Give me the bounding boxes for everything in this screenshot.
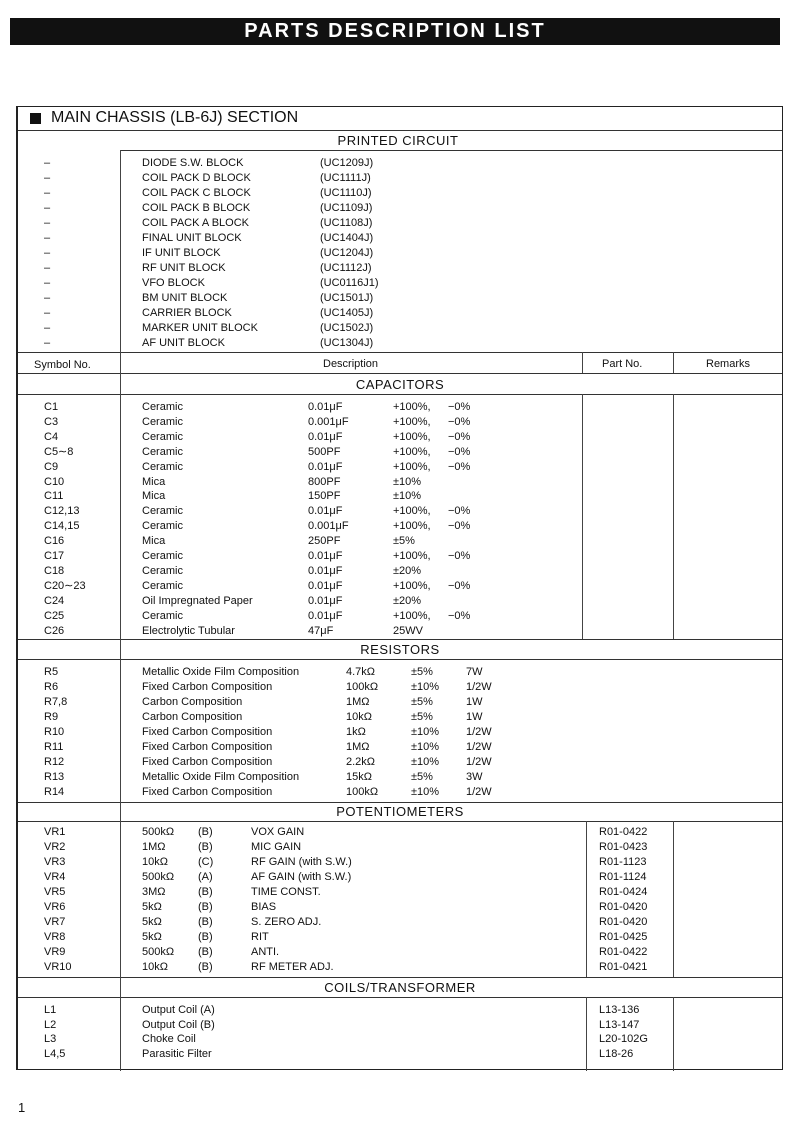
symbol-cell: – [44,292,51,304]
symbol-cell: C12,13 [44,505,80,518]
tolerance-cell: ±5% [411,711,433,723]
value-cell: 500kΩ [142,871,175,883]
column-divider [586,997,587,1071]
part-number-cell: R01-0424 [599,886,648,898]
tolerance-cell: +100%, [393,401,431,413]
symbol-cell: VR4 [44,871,66,883]
type-cell: Ceramic [142,505,183,518]
tolerance-cell: +100%, [393,430,431,443]
symbol-cell: C9 [44,460,59,473]
description-cell: COIL PACK C BLOCK [142,187,251,199]
symbol-cell: VR3 [44,856,66,868]
symbol-cell: – [44,307,51,319]
type-cell: Fixed Carbon Composition [142,681,273,693]
divider [18,639,782,640]
type-cell: Ceramic [142,550,183,562]
symbol-column-header: Symbol No. [34,359,91,371]
symbol-cell: VR2 [44,841,66,853]
block-code-cell: (UC1204J) [320,247,374,259]
tolerance-cell: −0% [448,445,471,458]
banner-title: PARTS DESCRIPTION LIST [10,18,780,45]
description-cell: Output Coil (B) [142,1018,215,1031]
symbol-cell: – [44,172,51,184]
type-cell: Ceramic [142,401,183,413]
symbol-cell: VR7 [44,916,66,928]
square-bullet-icon [30,113,41,124]
type-cell: Electrolytic Tubular [142,624,235,637]
block-code-cell: (UC1109J) [320,202,373,214]
value-cell: 4.7kΩ [346,666,376,678]
description-cell: Parasitic Filter [142,1047,212,1060]
symbol-cell: – [44,247,51,259]
type-cell: Ceramic [142,445,183,458]
description-cell: COIL PACK D BLOCK [142,172,251,184]
symbol-cell: – [44,322,51,334]
description-cell: FINAL UNIT BLOCK [142,232,242,244]
description-cell: MARKER UNIT BLOCK [142,322,258,334]
tolerance-cell: −0% [448,520,471,533]
column-divider [673,352,674,373]
part-number-cell: R01-0423 [599,841,648,853]
description-column-header: Description [323,358,379,370]
function-cell: VOX GAIN [251,826,305,838]
tolerance-cell: −0% [448,415,471,428]
curve-cell: (B) [198,931,213,943]
value-cell: 2.2kΩ [346,756,376,768]
symbol-cell: R12 [44,756,65,768]
part-number-cell: R01-0422 [599,826,648,838]
value-cell: 0.001μF [308,415,349,428]
value-cell: 250PF [308,535,341,548]
symbol-cell: – [44,337,51,349]
wattage-cell: 1W [466,696,483,708]
description-cell: Output Coil (A) [142,1004,215,1016]
type-cell: Ceramic [142,460,183,473]
function-cell: BIAS [251,901,277,913]
tolerance-cell: −0% [448,505,471,518]
type-cell: Carbon Composition [142,711,243,723]
block-code-cell: (UC1404J) [320,232,374,244]
symbol-cell: L1 [44,1004,57,1016]
curve-cell: (A) [198,871,213,883]
symbol-cell: VR6 [44,901,66,913]
tolerance-cell: −0% [448,430,471,443]
tolerance-cell: ±5% [411,666,433,678]
column-divider [582,394,583,639]
symbol-cell: R11 [44,741,64,753]
curve-cell: (B) [198,826,213,838]
type-cell: Metallic Oxide Film Composition [142,666,300,678]
tolerance-cell: −0% [448,579,471,592]
tolerance-cell: 25WV [393,624,423,637]
symbol-cell: C11 [44,490,64,503]
description-cell: CARRIER BLOCK [142,307,232,319]
printed-circuit-heading: PRINTED CIRCUIT [337,133,459,148]
tolerance-cell: +100%, [393,520,431,533]
value-cell: 150PF [308,490,341,503]
curve-cell: (C) [198,856,214,868]
type-cell: Metallic Oxide Film Composition [142,771,300,783]
tolerance-cell: ±10% [411,726,440,738]
value-cell: 500PF [308,445,341,458]
tolerance-cell: +100%, [393,445,431,458]
divider [120,150,782,151]
value-cell: 5kΩ [142,931,162,943]
symbol-cell: L3 [44,1033,57,1045]
wattage-cell: 1/2W [466,681,492,693]
tolerance-cell: −0% [448,401,471,413]
block-code-cell: (UC1110J) [320,187,372,199]
symbol-cell: L4,5 [44,1047,66,1060]
symbol-cell: C4 [44,430,59,443]
tolerance-cell: +100%, [393,609,431,622]
function-cell: S. ZERO ADJ. [251,916,322,928]
potentiometers-heading: POTENTIOMETERS [336,804,464,819]
type-cell: Ceramic [142,609,183,622]
tolerance-cell: ±20% [393,564,422,577]
block-code-cell: (UC1112J) [320,262,372,274]
symbol-cell: VR10 [44,961,72,973]
wattage-cell: 3W [466,771,483,783]
symbol-cell: – [44,187,51,199]
tolerance-cell: ±5% [411,771,433,783]
type-cell: Fixed Carbon Composition [142,726,273,738]
description-cell: IF UNIT BLOCK [142,247,221,259]
value-cell: 0.001μF [308,520,349,533]
part-number-cell: R01-1124 [599,871,647,883]
column-divider [582,352,583,373]
symbol-cell: C1 [44,401,59,413]
part-number-cell: R01-0421 [599,961,648,973]
block-code-cell: (UC1108J) [320,217,373,229]
divider [18,821,782,822]
curve-cell: (B) [198,961,213,973]
symbol-cell: L2 [44,1018,57,1031]
value-cell: 3MΩ [142,886,166,898]
divider [18,373,782,374]
value-cell: 47μF [308,624,334,637]
capacitors-heading: CAPACITORS [355,377,445,392]
tolerance-cell: ±5% [393,535,415,548]
tolerance-cell: +100%, [393,550,431,562]
type-cell: Ceramic [142,579,183,592]
part-number-cell: L18-26 [599,1047,634,1060]
type-cell: Fixed Carbon Composition [142,741,273,753]
function-cell: ANTI. [251,946,280,958]
value-cell: 0.01μF [308,460,343,473]
curve-cell: (B) [198,886,213,898]
type-cell: Fixed Carbon Composition [142,756,273,768]
remarks-column-header: Remarks [706,358,751,370]
symbol-cell: – [44,277,51,289]
description-cell: RF UNIT BLOCK [142,262,226,274]
tolerance-cell: ±20% [393,594,422,607]
part-number-cell: R01-0420 [599,916,648,928]
divider [18,802,782,803]
description-cell: DIODE S.W. BLOCK [142,157,244,169]
symbol-cell: C5∼8 [44,445,74,458]
wattage-cell: 1/2W [466,756,492,768]
part-number-cell: R01-1123 [599,856,647,868]
coils-heading: COILS/TRANSFORMER [324,980,476,995]
tolerance-cell: ±10% [393,490,422,503]
symbol-cell: C24 [44,594,65,607]
symbol-cell: – [44,202,51,214]
function-cell: RF GAIN (with S.W.) [251,856,352,868]
symbol-cell: C3 [44,415,59,428]
divider [18,659,782,660]
type-cell: Ceramic [142,520,183,533]
value-cell: 0.01μF [308,550,343,562]
parts-table [16,106,783,1070]
wattage-cell: 1W [466,711,483,723]
type-cell: Mica [142,475,166,488]
wattage-cell: 7W [466,666,483,678]
curve-cell: (B) [198,841,213,853]
divider [18,394,782,395]
description-cell: Choke Coil [142,1033,196,1045]
divider [18,352,782,353]
column-divider [586,821,587,977]
symbol-cell: C26 [44,624,65,637]
block-code-cell: (UC1405J) [320,307,374,319]
symbol-cell: – [44,262,51,274]
type-cell: Ceramic [142,430,183,443]
type-cell: Mica [142,535,166,548]
symbol-cell: C14,15 [44,520,80,533]
value-cell: 0.01μF [308,594,343,607]
tolerance-cell: +100%, [393,460,431,473]
part-number-cell: R01-0422 [599,946,648,958]
value-cell: 0.01μF [308,579,343,592]
symbol-cell: R7,8 [44,696,68,708]
symbol-cell: – [44,157,51,169]
value-cell: 5kΩ [142,916,162,928]
symbol-cell: – [44,217,51,229]
symbol-cell: R6 [44,681,59,693]
block-code-cell: (UC1111J) [320,172,371,184]
curve-cell: (B) [198,946,213,958]
symbol-cell: R10 [44,726,65,738]
value-cell: 1kΩ [346,726,366,738]
divider [18,997,782,998]
part-number-cell: L13-147 [599,1018,640,1031]
symbol-cell: C10 [44,475,65,488]
type-cell: Ceramic [142,564,183,577]
function-cell: TIME CONST. [251,886,321,898]
block-code-cell: (UC1502J) [320,322,374,334]
description-cell: VFO BLOCK [142,277,205,289]
function-cell: RIT [251,931,269,943]
tolerance-cell: ±5% [411,696,433,708]
value-cell: 10kΩ [346,711,372,723]
tolerance-cell: ±10% [393,475,422,488]
block-code-cell: (UC1501J) [320,292,374,304]
symbol-cell: R14 [44,786,65,798]
tolerance-cell: −0% [448,609,471,622]
wattage-cell: 1/2W [466,726,492,738]
value-cell: 0.01μF [308,401,343,413]
part-number-cell: R01-0420 [599,901,648,913]
type-cell: Mica [142,490,166,503]
tolerance-cell: −0% [448,550,471,562]
description-cell: COIL PACK B BLOCK [142,202,251,214]
block-code-cell: (UC1304J) [320,337,374,349]
description-cell: COIL PACK A BLOCK [142,217,249,229]
value-cell: 0.01μF [308,609,343,622]
tolerance-cell: +100%, [393,505,431,518]
value-cell: 500kΩ [142,826,175,838]
value-cell: 1MΩ [142,841,166,853]
symbol-cell: C18 [44,564,65,577]
value-cell: 0.01μF [308,564,343,577]
wattage-cell: 1/2W [466,786,492,798]
value-cell: 15kΩ [346,771,372,783]
block-code-cell: (UC1209J) [320,157,374,169]
curve-cell: (B) [198,916,213,928]
block-code-cell: (UC0116J1) [320,277,379,289]
symbol-cell: R9 [44,711,59,723]
part-number-cell: R01-0425 [599,931,648,943]
value-cell: 100kΩ [346,681,379,693]
part-number-cell: L13-136 [599,1004,640,1016]
symbol-cell: – [44,232,51,244]
value-cell: 5kΩ [142,901,162,913]
value-cell: 1MΩ [346,696,370,708]
symbol-cell: VR5 [44,886,66,898]
part-number-cell: L20-102G [599,1033,648,1045]
function-cell: AF GAIN (with S.W.) [251,871,352,883]
value-cell: 0.01μF [308,430,343,443]
column-divider [673,394,674,639]
tolerance-cell: ±10% [411,756,440,768]
type-cell: Fixed Carbon Composition [142,786,273,798]
resistors-heading: RESISTORS [360,642,440,657]
divider [18,977,782,978]
wattage-cell: 1/2W [466,741,492,753]
tolerance-cell: ±10% [411,681,440,693]
tolerance-cell: +100%, [393,415,431,428]
value-cell: 800PF [308,475,341,488]
type-cell: Carbon Composition [142,696,243,708]
value-cell: 1MΩ [346,741,370,753]
value-cell: 500kΩ [142,946,175,958]
tolerance-cell: −0% [448,460,471,473]
type-cell: Ceramic [142,415,183,428]
value-cell: 10kΩ [142,856,168,868]
column-divider [120,352,121,1071]
page-number: 1 [18,1100,26,1115]
function-cell: MIC GAIN [251,841,302,853]
type-cell: Oil Impregnated Paper [142,594,253,607]
tolerance-cell: +100%, [393,579,431,592]
symbol-cell: C20∼23 [44,579,86,592]
symbol-cell: VR8 [44,931,66,943]
column-divider [120,150,121,352]
description-cell: AF UNIT BLOCK [142,337,225,349]
value-cell: 100kΩ [346,786,379,798]
section-title [30,109,298,127]
curve-cell: (B) [198,901,213,913]
symbol-cell: VR9 [44,946,66,958]
function-cell: RF METER ADJ. [251,961,334,973]
symbol-cell: R13 [44,771,65,783]
tolerance-cell: ±10% [411,741,440,753]
value-cell: 10kΩ [142,961,168,973]
symbol-cell: C17 [44,550,65,562]
tolerance-cell: ±10% [411,786,440,798]
column-divider [673,997,674,1071]
value-cell: 0.01μF [308,505,343,518]
column-divider [673,821,674,977]
symbol-cell: C16 [44,535,65,548]
description-cell: BM UNIT BLOCK [142,292,228,304]
section-title-text: MAIN CHASSIS (LB-6J) SECTION [51,109,299,126]
part-column-header: Part No. [602,358,643,370]
symbol-cell: R5 [44,666,59,678]
symbol-cell: VR1 [44,826,66,838]
symbol-cell: C25 [44,609,65,622]
divider [18,130,782,131]
